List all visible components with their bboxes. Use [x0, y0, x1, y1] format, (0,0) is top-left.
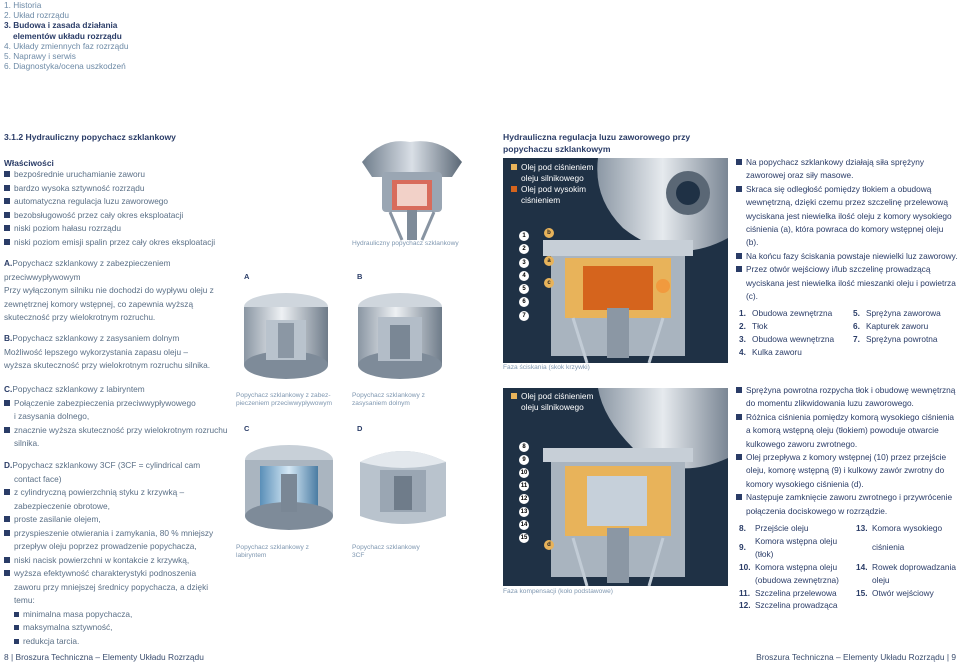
caption-line: Popychacz szklankowy — [352, 544, 420, 551]
variant-letter: A. — [4, 258, 13, 268]
variant-d-item: zabezpieczenie obrotowe, — [14, 500, 110, 511]
compensation-description — [736, 384, 958, 518]
tappet-b-image — [350, 285, 450, 385]
bullet-icon — [4, 212, 10, 218]
callout-5: 5 — [519, 284, 529, 294]
variant-a-title: Popychacz szklankowy z zabezpieczeniem — [12, 258, 171, 268]
description-item: Na popychacz szklankowy działają siła sprężyny zaworowej oraz siły masowe. — [746, 157, 925, 181]
variant-d-subitem: maksymalna sztywność, — [23, 622, 113, 632]
description-item: Olej przepływa z komory wstępnej (10) przez przejście oleju, komorę wstępną (9) i kulkowy zawór zwrotny do komory wysokiego ciśnienia (d). — [746, 452, 947, 489]
callout-7: 7 — [519, 311, 529, 321]
callout-a: a — [544, 256, 554, 266]
variant-d-item: z cylindryczną powierzchnią styku z krzywką – — [14, 487, 185, 497]
tappet-cutaway-image — [352, 132, 470, 242]
tappet-a-caption — [236, 392, 332, 408]
variant-d-item: zaworu przy mniejszej średnicy popychacza, a dzięki — [14, 581, 209, 592]
bullet-icon — [4, 530, 10, 536]
property-item: bezobsługowość przez cały okres eksploatacji — [14, 209, 184, 220]
right-title-line: Hydrauliczna regulacja luzu zaworowego przy — [503, 132, 691, 142]
parts-list-2: 8. Przejście oleju 13. Komora wysokiego 9. Komora wstępna oleju (tłok) ciśnienia 10. Komora wstępna oleju 14. Rowek doprowadzania (obudowa zewnętrzna) oleju 11. Szczelina przelewowa 15. Otwór wejściowy 12. Szczelina prowadząca — [739, 523, 956, 611]
variant-d-subitem: minimalna masa popychacza, — [23, 608, 133, 619]
compression-caption: Faza ściskania (skok krzywki) — [503, 364, 590, 371]
caption-line: pieczeniem przeciwwypływowym — [236, 400, 333, 407]
variant-d-item: temu: — [14, 595, 35, 605]
legend-label: Olej pod wysokim — [521, 184, 587, 194]
tappet-caption: Hydrauliczny popychacz szklankowy — [352, 240, 459, 247]
variant-d-item: przyspieszenie otwierania i zamykania, 80 % mniejszy — [14, 527, 214, 538]
bullet-icon — [4, 516, 10, 522]
figure1-legend — [511, 162, 593, 206]
bullet-icon — [736, 186, 742, 192]
tappet-c-image — [236, 436, 342, 536]
toc-item[interactable]: 5. Naprawy i serwis — [4, 51, 76, 62]
caption-line: labiryntem — [236, 552, 267, 559]
bullet-icon — [4, 400, 10, 406]
legend-label: Olej pod ciśnieniem — [521, 391, 594, 401]
bullet-icon — [736, 253, 742, 259]
variant-a-block — [4, 257, 224, 325]
variant-d-item: wyższa efektywność charakterystyki podnoszenia — [14, 568, 197, 578]
sub-bullet-icon — [14, 612, 19, 617]
toc-item[interactable]: 1. Historia — [4, 0, 42, 10]
caption-line: Popychacz szklankowy z — [352, 392, 425, 399]
compression-phase-figure — [503, 158, 728, 363]
property-item: niski poziom emisji spalin przez cały okres eksploatacji — [14, 236, 216, 247]
variant-d-subitem: redukcja tarcia. — [23, 635, 80, 646]
variant-letter: D. — [4, 460, 13, 470]
callout-8: 8 — [519, 442, 529, 452]
variant-c-item: Połączenie zabezpieczenia przeciwwypływowego — [14, 397, 196, 408]
variant-b-title: Popychacz szklankowy z zasysaniem dolnym — [12, 333, 180, 343]
property-item: bardzo wysoka sztywność rozrządu — [14, 182, 145, 193]
toc-item-current[interactable]: 3. Budowa i zasada działania — [4, 20, 118, 31]
toc-item[interactable]: 2. Układ rozrządu — [4, 10, 70, 21]
bullet-icon — [4, 198, 10, 204]
figure-letter-d: D — [357, 424, 363, 433]
section-title: 3.1.2 Hydrauliczny popychacz szklankowy — [4, 132, 176, 142]
footer-left: 8 | Broszura Techniczna – Elementy Układu Rozrządu — [4, 651, 204, 662]
callout-9: 9 — [519, 455, 529, 465]
bullet-icon — [4, 185, 10, 191]
bullet-icon — [736, 266, 742, 272]
variant-letter: C. — [4, 384, 13, 394]
description-item: Na końcu fazy ściskania powstaje niewielki luz zaworowy. — [746, 250, 958, 261]
callout-b: b — [544, 228, 554, 238]
legend-label: Olej pod ciśnieniem — [521, 162, 594, 172]
callout-c: c — [544, 278, 554, 288]
bullet-icon — [4, 557, 10, 563]
right-title — [503, 131, 690, 155]
oil-low-swatch-icon — [511, 393, 517, 399]
variant-d-title-cont: contact face) — [14, 473, 62, 484]
variant-c-item: znacznie wyższa skuteczność przy wielokrotnym rozruchu — [14, 424, 228, 435]
bullet-icon — [736, 414, 742, 420]
properties-title: Właściwości — [4, 158, 54, 168]
callout-4: 4 — [519, 271, 529, 281]
oil-high-swatch-icon — [511, 186, 517, 192]
tappet-b-caption — [352, 392, 425, 408]
callout-2: 2 — [519, 244, 529, 254]
description-item: Przez otwór wejściowy i/lub szczelinę prowadzącą wyciskana jest niewielka ilość mieszanki oleju i powietrza (c). — [746, 264, 956, 302]
properties-list — [4, 168, 215, 249]
bullet-icon — [4, 225, 10, 231]
variant-d-item: proste zasilanie olejem, — [14, 514, 101, 524]
oil-low-swatch-icon — [511, 164, 517, 170]
bullet-icon — [4, 427, 10, 433]
variant-d-title: Popychacz szklankowy 3CF (3CF = cylindrical cam — [12, 460, 201, 470]
callout-1: 1 — [519, 231, 529, 241]
variant-a-line: zewnętrznej komory wstępnej, co zapewnia wyższą — [4, 298, 194, 309]
property-item: niski poziom hałasu rozrządu — [14, 223, 121, 233]
callout-12: 12 — [520, 496, 528, 502]
toc-item[interactable]: 4. Układy zmiennych faz rozrządu — [4, 40, 129, 51]
figure2-legend — [511, 391, 593, 413]
variant-c-item: i zasysania dolnego, — [14, 411, 90, 421]
callout-11: 11 — [520, 483, 528, 489]
variant-letter: B. — [4, 333, 13, 343]
sub-bullet-icon — [14, 639, 19, 644]
variant-c-title: Popychacz szklankowy z labiryntem — [12, 384, 145, 394]
toc-item[interactable]: 6. Diagnostyka/ocena uszkodzeń — [4, 61, 126, 72]
description-item: Następuje zamknięcie zaworu zwrotnego i przywrócenie połączenia dociskowego w rozrządzie. — [746, 492, 953, 516]
legend-label: oleju silnikowego — [521, 402, 584, 412]
toc-item-current-cont[interactable]: elementów układu rozrządu — [13, 30, 122, 41]
bullet-icon — [4, 570, 10, 576]
variant-a-line: skuteczność przy wielokrotnym rozruchu. — [4, 312, 156, 322]
compression-description — [736, 156, 958, 303]
callout-6: 6 — [519, 297, 529, 307]
tappet-c-caption — [236, 544, 309, 560]
variant-b-block — [4, 332, 210, 373]
parts-list-1: 1. Obudowa zewnętrzna 5. Sprężyna zaworowa 2. Tłok 6. Kapturek zaworu 3. Obudowa wewnętrzna 7. Sprężyna powrotna 4. Kulka zaworu — [739, 308, 941, 357]
callout-10: 10 — [520, 470, 528, 476]
bullet-icon — [4, 489, 10, 495]
callout-3: 3 — [519, 258, 529, 268]
caption-line: Popychacz szklankowy z — [236, 544, 309, 551]
bullet-icon — [4, 171, 10, 177]
description-item: Różnica ciśnienia pomiędzy komorą wysokiego ciśnienia a komorą wstępną oleju (tłokiem) powoduje otwarcie kulkowego zaworu zwrotnego. — [746, 411, 954, 449]
figure-letter-a: A — [244, 272, 250, 281]
variant-b-line: Możliwość lepszego wykorzystania zapasu oleju – — [4, 346, 189, 357]
bullet-icon — [4, 239, 10, 245]
caption-line: zasysaniem dolnym — [352, 400, 410, 407]
legend-label: ciśnieniem — [521, 195, 561, 205]
bullet-icon — [736, 387, 742, 393]
right-title-line: popychaczu szklankowym — [503, 144, 611, 154]
callout-15: 15 — [520, 535, 528, 541]
variant-d-item: niski nacisk powierzchni w kontakcie z krzywką, — [14, 554, 190, 565]
description-item: Skraca się odległość pomiędzy tłokiem a obudową wewnętrzną, dzięki czemu przez szczelinę przelewową wyciskana jest niewielka ilość oleju z komory wysokiego ciśnienia (a), która powraca do komory wstępnej oleju (b). — [746, 183, 952, 248]
legend-label: oleju silnikowego — [521, 173, 584, 183]
variant-d-block — [4, 459, 213, 648]
figure-letter-c: C — [244, 424, 250, 433]
variant-c-block — [4, 383, 228, 451]
variant-a-line: przeciwwypływowym — [4, 271, 81, 282]
figure-letter-b: B — [357, 272, 363, 281]
table-of-contents — [4, 0, 129, 71]
compensation-phase-figure — [503, 388, 728, 586]
tappet-d-caption — [352, 544, 420, 560]
description-item: Sprężyna powrotna rozpycha tłok i obudowę wewnętrzną do momentu zlikwidowania luzu zaworowego. — [746, 385, 956, 409]
variant-d-item: przepływ oleju poprzez prowadzenie popychacza, — [14, 541, 197, 551]
footer-right: Broszura Techniczna – Elementy Układu Rozrządu | 9 — [756, 651, 956, 662]
property-item: bezpośrednie uruchamianie zaworu — [14, 169, 145, 179]
variant-c-item: silnika. — [14, 438, 40, 448]
callout-13: 13 — [520, 509, 528, 515]
property-item: automatyczna regulacja luzu zaworowego — [14, 196, 169, 206]
caption-line: Popychacz szklankowy z zabez- — [236, 392, 331, 399]
tappet-a-image — [236, 285, 336, 385]
variant-b-line: wyższa skuteczność przy wielokrotnym rozruchu silnika. — [4, 360, 211, 370]
bullet-icon — [736, 159, 742, 165]
callout-d: d — [544, 540, 554, 550]
bullet-icon — [736, 494, 742, 500]
compensation-caption: Faza kompensacji (koło podstawowe) — [503, 588, 613, 595]
bullet-icon — [736, 454, 742, 460]
callout-14: 14 — [520, 522, 528, 528]
variant-a-line: Przy wyłączonym silniku nie dochodzi do wypływu oleju z — [4, 285, 214, 295]
caption-line: 3CF — [352, 552, 365, 559]
sub-bullet-icon — [14, 625, 19, 630]
tappet-d-image — [350, 436, 456, 536]
